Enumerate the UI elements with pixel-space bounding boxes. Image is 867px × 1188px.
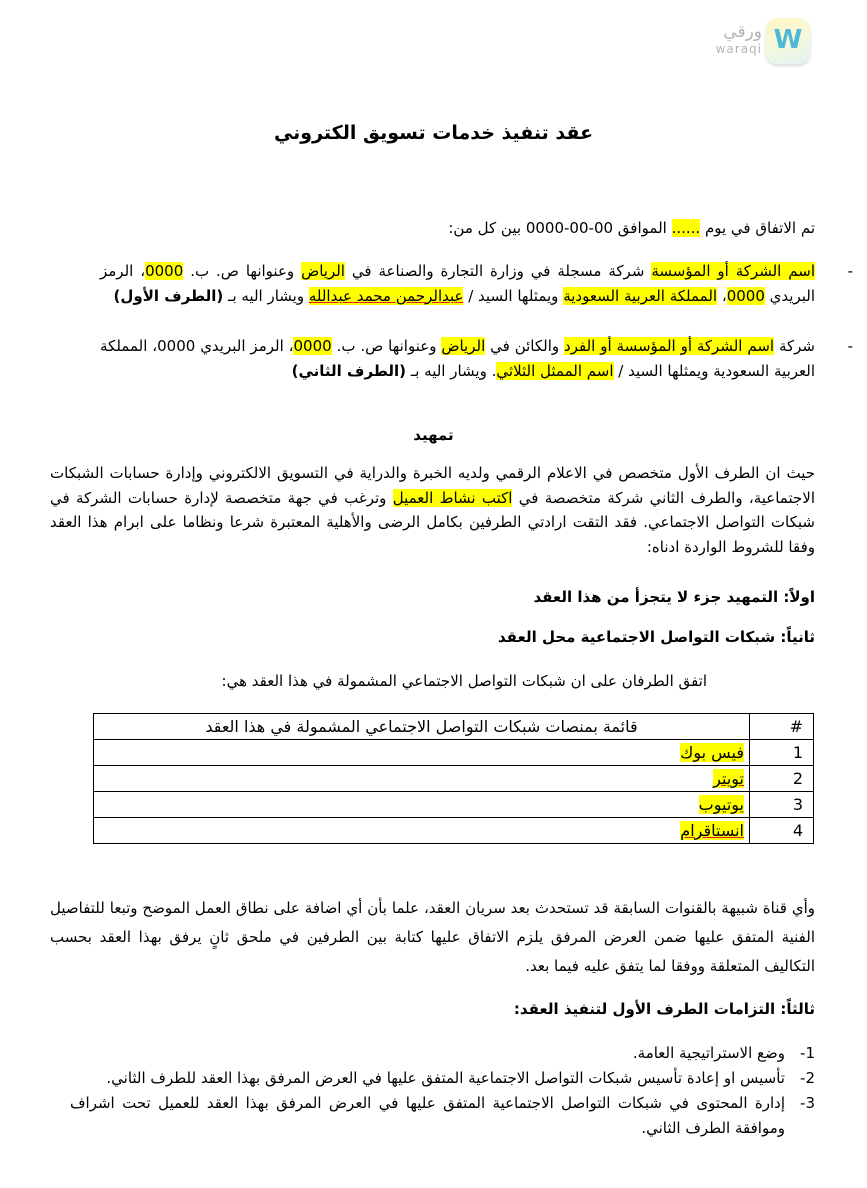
day-placeholder: ...... [671,219,701,237]
platform-name: فيس بوك [680,743,744,762]
logo-latin-text: waraqi [715,42,762,56]
platform-name: انستاقرام [680,821,744,840]
party-one-role: (الطرف الأول) [113,286,224,305]
table-row: 2 تويتر [94,766,814,792]
preamble-paragraph: حيث ان الطرف الأول متخصص في الاعلام الرقمي ولديه الخبرة والدراية في التسويق الالكتروني وإدارة حسابات الشبكات الاجتماعية، والطرف الثاني شركة متخصصة في اكتب نشاط العميل وترغب في جهة متخصصة لإدارة حسابات الشركة في شبكات التواصل الاجتماعي. فقد التقت ارادتي الطرفين بكامل الرضى والأهلية المعتبرة شرعا ونظاما على ابرام هذا العقد وفقا للشروط الواردة ادناه: [50,464,815,556]
postal-placeholder: 0000 [726,286,765,305]
section-two-heading: ثانياً: شبكات التواصل الاجتماعية محل العقد [498,628,815,646]
bullet-dash: - [847,262,853,280]
bullet-dash: - [847,337,853,355]
intro-paragraph: تم الاتفاق في يوم ...... الموافق 00-00-0000 بين كل من: [448,219,815,237]
client-activity-placeholder: اكتب نشاط العميل [392,488,513,507]
waraqi-logo [700,18,812,70]
logo-mark-icon: W [766,18,810,64]
section-one-heading: اولاً: التمهيد جزء لا يتجزأ من هذا العقد [533,588,815,606]
representative-placeholder: عبدالرحمن محمد عبدالله [308,286,464,305]
logo-arabic-text: ورقي [723,22,762,42]
section-two-intro: اتفق الطرفان على ان شبكات التواصل الاجتماعي المشمولة في هذا العقد هي: [221,672,707,690]
table-row: 4 انستاقرام [94,818,814,844]
logo-wordmark [700,22,762,56]
party-one-text: اسم الشركة أو المؤسسة شركة مسجلة في وزارة التجارة والصناعة في الرياض وعنوانها ص. ب. 0000، الرمز البريدي 0000، المملكة العربية السعودية ويمثلها السيد / عبدالرحمن محمد عبدالله ويشار اليه بـ (الطرف الأول) [100,262,815,305]
party-one-item [50,259,853,308]
party-two-text: شركة اسم الشركة أو المؤسسة أو الفرد والكائن في الرياض وعنوانها ص. ب. 0000، الرمز البريدي 0000، المملكة العربية السعودية ويمثلها السيد / اسم الممثل الثلاثي. ويشار اليه بـ (الطرف الثاني) [100,337,815,380]
after-table-paragraph: وأي قناة شبيهة بالقنوات السابقة قد تستحدث بعد سريان العقد، علما بأن أي اضافة على نطاق العمل الموضح وتبعا للتفاصيل الفنية المتفق عليها ضمن العرض المرفق يلزم الاتفاق عليها كتابة بين الطرفين في ملحق ثانٍ يرفق بهذا العقد بحسب التكاليف المتعلقة ووفقا لما يتفق عليه فيما بعد. [50,899,815,975]
platform-name: يوتيوب [698,795,744,814]
preamble-heading: تمهيد [413,426,454,444]
table-header-name: قائمة بمنصات شبكات التواصل الاجتماعي المشمولة في هذا العقد [94,714,750,740]
table-header-row [94,714,814,740]
pobox-placeholder: 0000 [293,337,332,355]
city-placeholder: الرياض [441,337,486,355]
list-item: 1- وضع الاستراتيجية العامة. [632,1044,815,1062]
list-item: 2- تأسيس او إعادة تأسيس شبكات التواصل الاجتماعية المتفق عليها في العرض المرفق بهذا العقد للطرف الثاني. [106,1069,815,1087]
representative-placeholder: اسم الممثل الثلاثي [496,361,614,380]
country-placeholder: المملكة العربية السعودية [563,286,718,305]
platform-name: تويتر [713,769,744,788]
table-header-num: # [750,714,814,740]
list-item: 3- إدارة المحتوى في شبكات التواصل الاجتماعية المتفق عليها في العرض المرفق بهذا العقد للعميل تحت اشراف وموافقة الطرف الثاني. [70,1094,815,1137]
document-title: عقد تنفيذ خدمات تسويق الكتروني [273,122,594,144]
company-name-placeholder: اسم الشركة أو المؤسسة [651,262,815,280]
party-two-role: (الطرف الثاني) [291,361,407,380]
company-name-placeholder: اسم الشركة أو المؤسسة أو الفرد [564,337,775,355]
city-placeholder: الرياض [301,262,345,280]
platforms-table [93,713,814,844]
table-row: 1 فيس بوك [94,740,814,766]
section-three-heading: ثالثاً: التزامات الطرف الأول لتنفيذ العقد: [513,1000,815,1018]
obligations-list [70,1041,815,1141]
party-two-item [50,334,853,383]
table-row: 3 يوتيوب [94,792,814,818]
pobox-placeholder: 0000 [145,262,184,280]
